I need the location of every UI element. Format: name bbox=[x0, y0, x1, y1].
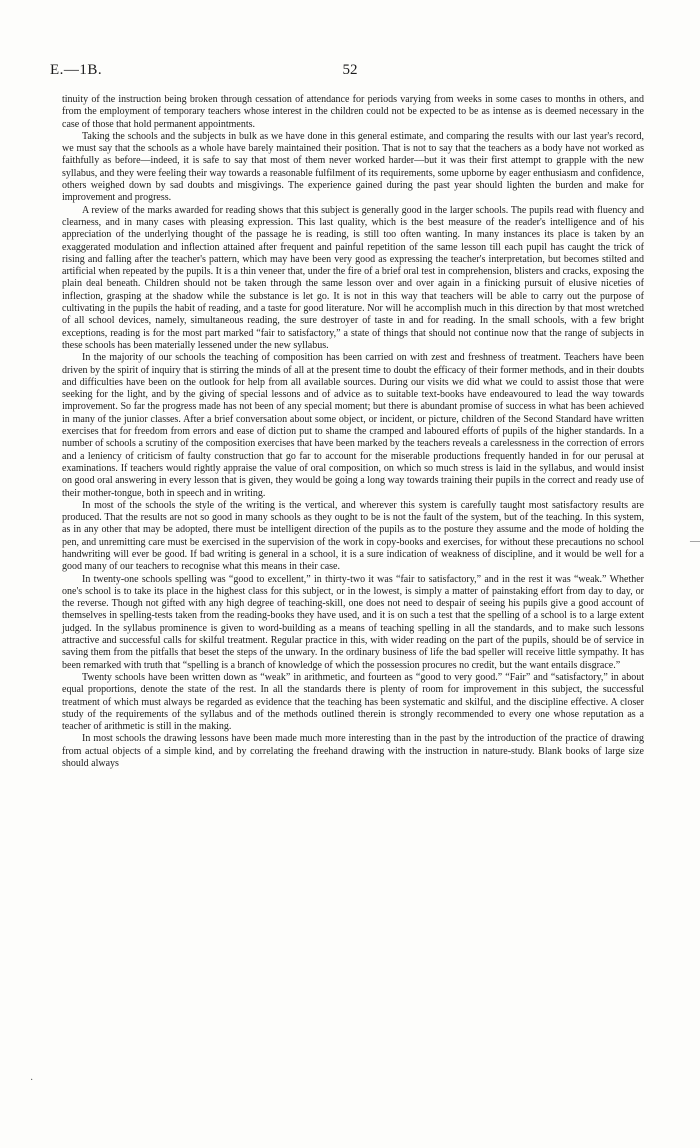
paragraph-drawing: In most schools the drawing lessons have been made much more interesting than in the past by the introduction of the practice of drawing from actual objects of a simple kind, and by correlating the freehand drawing with the instruction in nature-study. Blank books of large size should always bbox=[62, 733, 644, 770]
body-text bbox=[62, 94, 644, 770]
paragraph-general-estimate: Taking the schools and the subjects in bulk as we have done in this general estimate, and comparing the results with our last year's record, we must say that the schools as a whole have barely maintained their position. That is not to say that the teachers as a body have not worked as faithfully as before—indeed, it is safe to say that most of them never worked harder—but it was their first attempt to grapple with the new syllabus, and they were feeling their way towards a reasonable fulfilment of its requirements, some upborne by eager enthusiasm and confidence, others weighed down by sad doubts and misgivings. The experience gained during the past year should lighten the burden and make for improvement and progress. bbox=[62, 130, 644, 204]
page-number: 52 bbox=[342, 62, 358, 78]
paragraph-reading: A review of the marks awarded for reading shows that this subject is generally good in the larger schools. The pupils read with fluency and clearness, and in many cases with pleasing expression. This last quality, which is the best measure of the reader's intelligence and of his appreciation of the underlying thought of the passage he is reading, is still too often wanting. In many instances its place is taken by an exaggerated modulation and inflection attained after frequent and painful repetition of the same lesson till each pupil has caught the trick of rising and falling after the teacher's pattern, which may have been very good as expressing the teacher's interpretation, but becomes stilted and artificial when repeated by the pupils. It is a thin veneer that, under the fire of a brief oral test in comprehension, blisters and cracks, exposing the plain deal beneath. Children should not be taken through the same lesson over and over again in a finicking pursuit of elusive niceties of inflection, grasping at the shadow while the substance is let go. It is not in this way that teachers will be able to carry out the purpose of cultivating in the pupils the habit of reading, and a taste for good literature. Nor will he accomplish much in this direction by that most wretched of all school devices, namely, simultaneous reading, the sure destroyer of taste in and for reading. In the small schools, with a few bright exceptions, reading is for the most part marked “fair to satisfactory,” a state of things that should not continue now that the range of subjects in these schools has been materially lessened under the new syllabus. bbox=[62, 204, 644, 351]
margin-tick-mark: — bbox=[690, 536, 700, 547]
paragraph-arithmetic: Twenty schools have been written down as “weak” in arithmetic, and fourteen as “good to very good.” “Fair” and “satisfactory,” in about equal proportions, denote the state of the rest. In all the standards there is plenty of room for improvement in this subject, the successful treatment of which must always be regarded as evidence that the teaching has been systematic and skilful, and the discipline effective. A closer study of the requirements of the syllabus and of the methods outlined therein is strongly recommended to every one whose reputation as a teacher of arithmetic is still in the making. bbox=[62, 671, 644, 733]
paragraph-continuation: tinuity of the instruction being broken through cessation of attendance for periods varying from weeks in some cases to months in others, and from the employment of temporary teachers whose interest in the children could not be expected to be as intense as is deemed necessary in the case of those that hold permanent appointments. bbox=[62, 94, 644, 130]
paragraph-composition: In the majority of our schools the teaching of composition has been carried on with zest and freshness of treatment. Teachers have been driven by the spirit of inquiry that is stirring the minds of all at the present time to doubt the efficacy of their former methods, and in their doubts and difficulties have been on the outlook for help from all available sources. During our visits we did what we could to assist those that were seeking for the light, and by the giving of special lessons and of advice as to suitable text-books have endeavoured to lead the way towards improvement. So far the progress made has not been of any special moment; but there is abundant promise of success in what has been achieved in many of the junior classes. After a brief conversation about some object, or incident, or picture, children of the Second Standard have written exercises that for freedom from errors and ease of diction put to shame the cramped and laboured efforts of pupils of the higher standards. In a number of schools a scrutiny of the composition exercises that have been marked by the teachers reveals a carelessness in the correction of errors and a leniency of criticism of faulty construction that go far to account for the miserable productions frequently handed in for our perusal at examinations. If teachers would rightly appraise the value of oral composition, on which so much stress is laid in the syllabus, and would insist on good oral answering in every lesson that is given, they would be going a long way towards training their pupils in the correct and ready use of their mother-tongue, both in speech and in writing. bbox=[62, 352, 644, 499]
margin-tick-mark: · bbox=[30, 1075, 34, 1086]
paragraph-spelling: In twenty-one schools spelling was “good to excellent,” in thirty-two it was “fair to satisfactory,” and in the rest it was “weak.” Whether one's school is to take its place in the highest class for this subject, or in the lowest, is simply a matter of painstaking effort from day to day, or the reverse. Though not gifted with any high degree of teaching-skill, one does not need to despair of seeing his pupils give a good account of themselves in spelling-tests taken from the reading-books they have used, and it is on such a test that the spelling of a school is to a large extent judged. In the syllabus prominence is given to word-building as a means of teaching spelling in all the standards, and to make such lessons attractive and successful calls for skilful treatment. Regular practice in this, with wider reading on the part of the pupils, should be of service in saving them from the pitfalls that beset the steps of the unwary. In the ordinary business of life the bad speller will receive little sympathy. It has been remarked with truth that “spelling is a branch of knowledge of which the possession procures no credit, but the want entails disgrace.” bbox=[62, 573, 644, 671]
paragraph-writing: In most of the schools the style of the writing is the vertical, and wherever this system is carefully taught most satisfactory results are produced. That the results are not so good in many schools as they ought to be is not the fault of the system, but of the teaching. In this system, as in any other that may be adopted, there must be intelligent direction of the pupils as to the posture they assume and the mode of holding the pen, and unremitting care must be exercised in the supervision of the work in copy-books and exercises, for without these precautions no school handwriting will ever be good. If bad writing is general in a school, it is a sure indication of weakness of discipline, and it would be well for a good many of our teachers to recognise what this means in their case. bbox=[62, 499, 644, 573]
page-header bbox=[50, 62, 650, 86]
document-reference: E.—1B. bbox=[50, 62, 103, 78]
